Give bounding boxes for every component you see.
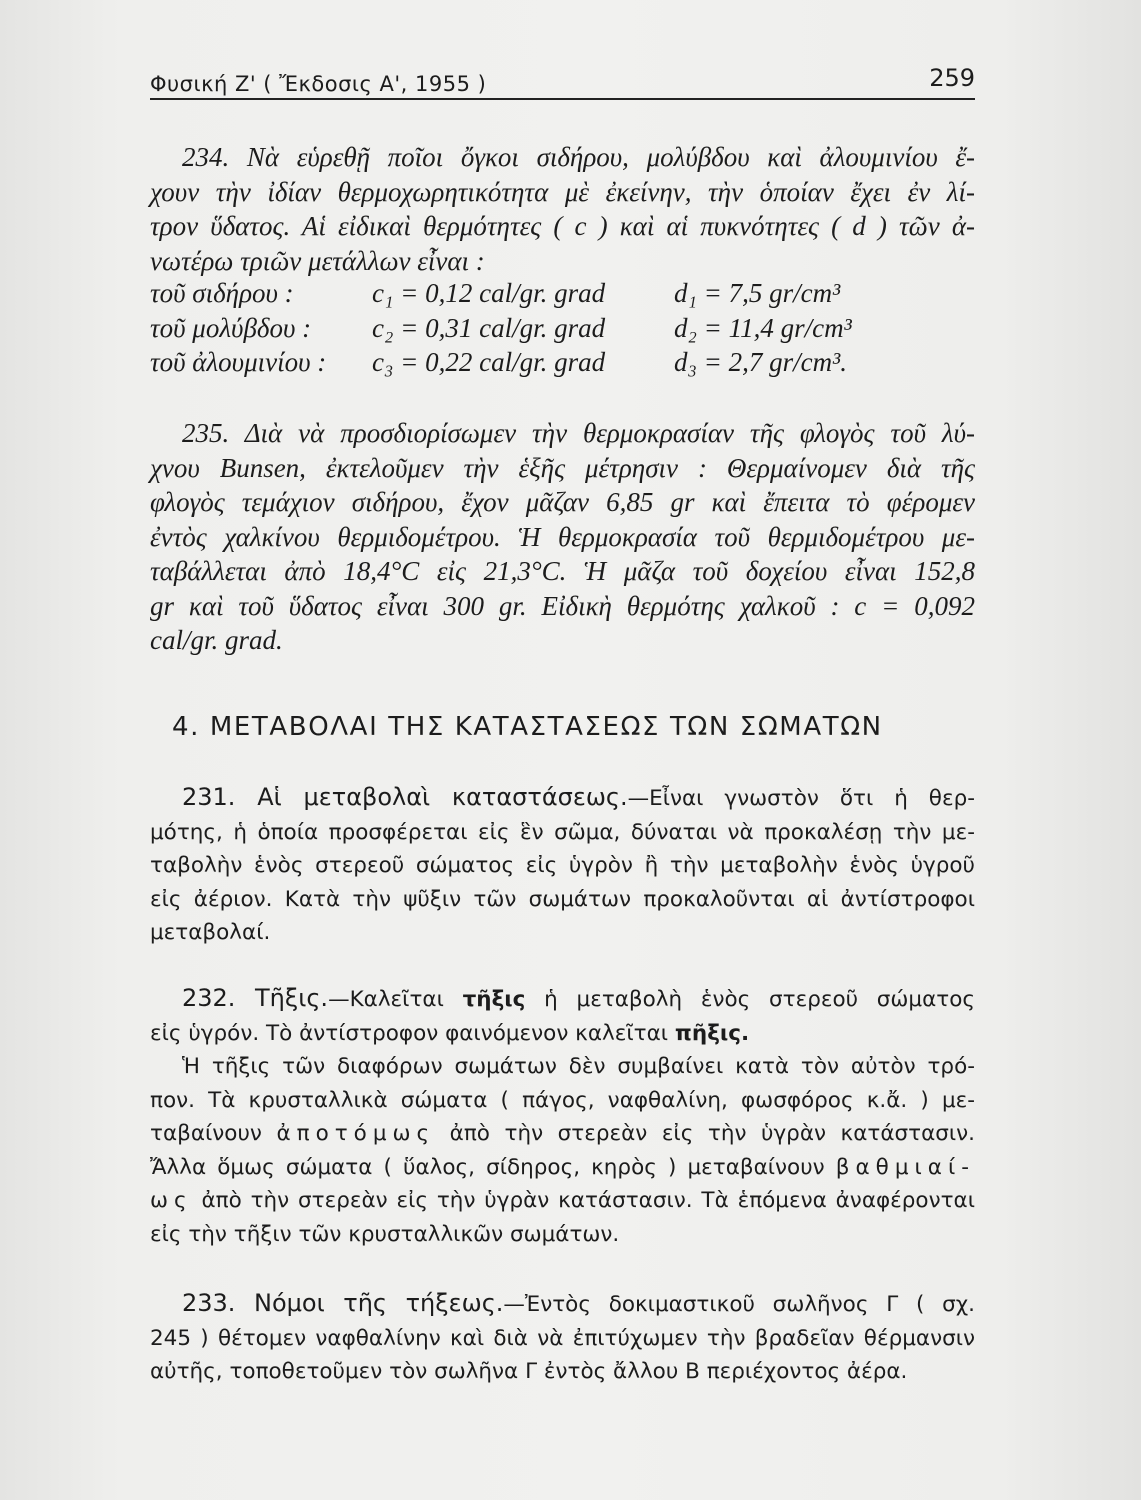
problem-234-line: νωτέρω τριῶν μετάλλων εἶναι : [150, 245, 485, 276]
problem-235-line: 235. Διὰ νὰ προσδιορίσωμεν τὴν θερμοκρασίαν τῆς φλογὸς τοῦ λύ- [182, 418, 975, 448]
paragraph-233-line: 245 ) θέτομεν ναφθαλίνην καὶ διὰ νὰ ἐπιτύχωμεν τὴν βραδεῖαν θέρμανσιν [150, 1325, 975, 1351]
paragraph-232-text: —Καλεῖται [328, 987, 463, 1012]
paragraph-231-line: εἰς ἀέριον. Κατὰ τὴν ψῦξιν τῶν σωμάτων προκαλοῦνται αἱ ἀντίστροφοι [150, 886, 975, 912]
paragraph-232-line: εἰς τὴν τῆξιν τῶν κρυσταλλικῶν σωμάτων. [150, 1221, 620, 1247]
term-abruptly: ἀποτόμως [276, 1121, 436, 1146]
term-solidification: πῆξις. [674, 1020, 750, 1046]
data-row-aluminium [150, 347, 975, 382]
problem-234-line: χουν τὴν ἰδίαν θερμοχωρητικότητα μὲ ἐκείνην, τὴν ὁποίαν ἔχει ἐν λί- [150, 176, 975, 207]
paragraph-233-text: —Ἐντὸς δοκιμαστικοῦ σωλῆνος Γ ( σχ. [503, 1292, 975, 1317]
problem-235-line: ταβάλλεται ἀπὸ 18,4°C εἰς 21,3°C. Ἡ μᾶζα τοῦ δοχείου εἶναι 152,8 [150, 556, 975, 586]
paragraph-232-line: Ἡ τῆξις τῶν διαφόρων σωμάτων δὲν συμβαίνει κατὰ τὸν αὐτὸν τρό- [182, 1054, 975, 1079]
density: d₁ = 7,5 gr/cm³ [674, 278, 841, 308]
paragraph-233-heading: 233. Νόμοι τῆς τήξεως. [182, 1289, 504, 1317]
paragraph-232-text: Ἄλλα ὅμως σώματα ( ὕαλος, σίδηρος, κηρὸς ) μεταβαίνουν [150, 1154, 836, 1180]
specific-heat: c₂ = 0,31 cal/gr. grad [372, 312, 606, 343]
term-melting: τῆξις [462, 987, 526, 1012]
density: d₃ = 2,7 gr/cm³. [674, 347, 847, 377]
paragraph-232-text: ἀπὸ τὴν στερεὰν εἰς τὴν ὑγρὰν κατάστασιν. [435, 1121, 975, 1146]
problem-234-line: 234. Νὰ εὑρεθῇ ποῖοι ὄγκοι σιδήρου, μολύβδου καὶ ἀλουμινίου ἔ- [182, 142, 975, 172]
data-row-lead [150, 313, 975, 348]
paragraph-233-line: αὐτῆς, τοποθετοῦμεν τὸν σωλῆνα Γ ἐντὸς ἄλλου Β περιέχοντος ἀέρα. [150, 1359, 908, 1384]
problem-234 [150, 140, 975, 382]
term-gradually-end: ως [150, 1188, 193, 1213]
metal-name: τοῦ ἀλουμινίου : [150, 347, 327, 377]
specific-heat: c₃ = 0,22 cal/gr. grad [372, 347, 606, 377]
density: d₂ = 11,4 gr/cm³ [674, 312, 852, 343]
problem-235-line: cal/gr. grad. [150, 625, 283, 655]
paragraph-232-heading: 232. Τῆξις. [182, 984, 329, 1012]
problem-235-line: χνου Bunsen, ἐκτελοῦμεν τὴν ἑξῆς μέτρησιν : Θερμαίνομεν διὰ τῆς [150, 452, 975, 483]
section-heading: 4. ΜΕΤΑΒΟΛΑΙ ΤΗΣ ΚΑΤΑΣΤΑΣΕΩΣ ΤΩΝ ΣΩΜΑΤΩΝ [172, 712, 883, 742]
problem-235-line: gr καὶ τοῦ ὕδατος εἶναι 300 gr. Εἰδικὴ θερμότης χαλκοῦ : c = 0,092 [150, 590, 975, 621]
paragraph-231-line: μότης, ἡ ὁποία προσφέρεται εἰς ἓν σῶμα, δύναται νὰ προκαλέσῃ τὴν με- [150, 819, 975, 845]
problem-235-line: ἐντὸς χαλκίνου θερμιδομέτρου. Ἡ θερμοκρασία τοῦ θερμιδομέτρου με- [150, 521, 975, 552]
paragraph-232-line: πον. Τὰ κρυσταλλικὰ σώματα ( πάγος, ναφθαλίνη, φωσφόρος κ.ἄ. ) με- [150, 1087, 975, 1113]
term-gradually: βαθμιαί- [835, 1154, 975, 1180]
paragraph-232-text: ταβαίνουν [150, 1121, 277, 1146]
paragraph-231-line: μεταβολαί. [150, 920, 271, 945]
paragraph-231-heading: 231. Αἱ μεταβολαὶ καταστάσεως. [182, 783, 628, 811]
metal-name: τοῦ σιδήρου : [150, 278, 294, 308]
paragraph-231 [150, 781, 975, 950]
paragraph-232-text: ἀπὸ τὴν στερεὰν εἰς τὴν ὑγρὰν κατάστασιν. Τὰ ἑπόμενα ἀναφέρονται [192, 1188, 975, 1213]
problem-234-line: τρον ὕδατος. Αἱ εἰδικαὶ θερμότητες ( c ) καὶ αἱ πυκνότητες ( d ) τῶν ἀ- [150, 211, 975, 241]
page-number: 259 [929, 64, 975, 92]
paragraph-232 [150, 982, 975, 1251]
paragraph-232-text: ἡ μεταβολὴ ἑνὸς στερεοῦ σώματος [525, 987, 975, 1012]
metal-name: τοῦ μολύβδου : [150, 312, 312, 343]
running-header [150, 64, 975, 100]
running-title: Φυσική Ζ' ( Ἔκδοσις Α', 1955 ) [150, 72, 487, 96]
paragraph-232-text: εἰς ὑγρόν. Τὸ ἀντίστροφον φαινόμενον καλεῖται [150, 1020, 675, 1046]
problem-235-line: φλογὸς τεμάχιον σιδήρου, ἔχον μᾶζαν 6,85 gr καὶ ἔπειτα τὸ φέρομεν [150, 487, 975, 517]
paragraph-231-line: ταβολὴν ἑνὸς στερεοῦ σώματος εἰς ὑγρὸν ἢ τὴν μεταβολὴν ἑνὸς ὑγροῦ [150, 853, 975, 878]
paragraph-231-text: —Εἶναι γνωστὸν ὅτι ἡ θερ- [627, 786, 975, 811]
paragraph-233 [150, 1287, 975, 1389]
data-row-iron [150, 278, 975, 313]
problem-235 [150, 416, 975, 658]
specific-heat: c₁ = 0,12 cal/gr. grad [372, 278, 606, 308]
